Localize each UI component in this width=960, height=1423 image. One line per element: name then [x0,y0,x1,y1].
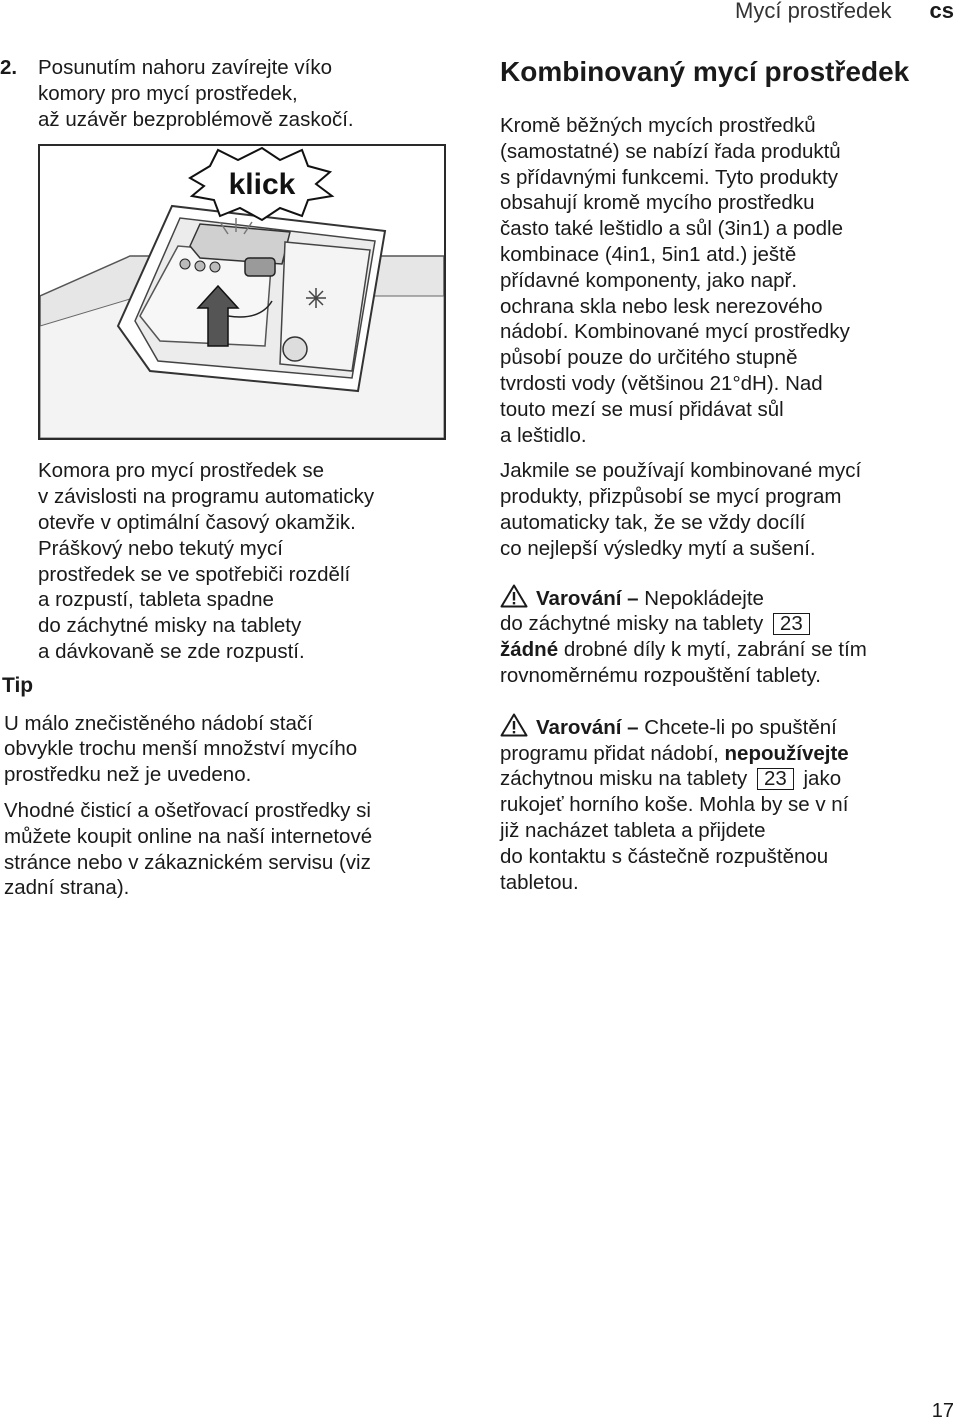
text-line: a rozpustí, tableta spadne [38,588,274,612]
right-column [500,55,960,905]
step-line: komory pro mycí prostředek, [38,81,298,105]
text-line: nádobí. Kombinované mycí prostředky [500,320,850,344]
text-line: působí pouze do určitého stupně [500,346,798,370]
text-line: drobné díly k mytí, zabrání se tím [563,638,867,662]
warning-icon [500,713,528,737]
step-2 [0,55,470,132]
text-line: prostředek se ve spotřebiči rozdělí [38,562,351,586]
text-line: kombinace (4in1, 5in1 atd.) ještě [500,242,797,266]
text-line: Nepokládejte [644,586,764,610]
text-line: Kromě běžných mycích prostředků [500,114,816,137]
left-column [0,55,470,911]
step-text [38,55,354,132]
text-line: přídavné komponenty, jako např. [500,268,798,292]
text-line: v závislosti na programu automaticky [38,485,375,509]
text-line: ochrana skla nebo lesk nerezového [500,294,823,318]
running-header [735,0,960,24]
section-heading: Kombinovaný mycí prostředek [500,56,910,87]
tip-text [0,711,470,788]
warning-1 [500,584,960,689]
warning-label: Varování – [536,715,639,739]
dispenser-drawing [40,146,444,438]
text-line: tabletou. [500,870,579,894]
step-line: až uzávěr bezproblémově zaskočí. [38,107,354,131]
emphasis: žádné [500,638,559,662]
warning-2 [500,713,960,896]
combined-detergent-text [500,113,960,448]
klick-label: klick [228,168,296,202]
text-line: Práškový nebo tekutý mycí [38,536,283,560]
text-line: produkty, přizpůsobí se mycí program [500,485,842,509]
text-line: s přídavnými funkcemi. Tyto produkty [500,165,839,189]
shop-text [0,798,470,901]
text-line: U málo znečistěného nádobí stačí [4,711,313,735]
text-line: již nacházet tableta a přijdete [500,818,766,842]
text-line: a dávkovaně se zde rozpustí. [38,639,305,663]
text-line: prostředku než je uvedeno. [4,763,252,787]
text-line: rukojeť horního koše. Mohla by se v ní [500,793,849,817]
warning-icon [500,584,528,608]
dispenser-description [0,458,470,664]
auto-program-text [500,458,960,561]
text-line: jako [803,767,842,791]
text-line: Chcete-li po spuštění [644,715,837,739]
text-line: do záchytné misky na tablety [500,612,764,636]
text-line: rovnoměrnému rozpouštění tablety. [500,663,821,687]
text-line: zadní strana). [4,876,130,900]
language-code: cs [929,0,954,23]
section-title: Mycí prostředek [735,0,892,23]
step-line: Posunutím nahoru zavírejte víko [38,56,332,79]
page-number: 17 [931,1400,954,1422]
text-line: obvykle trochu menší množství mycího [4,737,358,761]
reference-number: 23 [757,768,794,790]
warning-label: Varování – [536,586,639,610]
text-line: otevře v optimální časový okamžik. [38,510,356,534]
text-line: touto mezí se musí přidávat sůl [500,397,784,421]
text-line: programu přidat nádobí, [500,741,719,765]
text-line: obsahují kromě mycího prostředku [500,191,815,215]
text-line: Vhodné čisticí a ošetřovací prostředky si [4,798,371,822]
step-number: 2. [0,56,18,79]
detergent-dispenser-illustration [38,144,446,440]
text-line: Komora pro mycí prostředek se [38,459,324,483]
reference-number: 23 [773,613,810,635]
text-line: automaticky tak, že se vždy docílí [500,510,806,534]
text-line: můžete koupit online na naší internetové [4,824,373,848]
text-line: často také leštidlo a sůl (3in1) a podle [500,217,844,241]
text-line: záchytnou misku na tablety [500,767,748,791]
text-line: a leštidlo. [500,423,587,447]
text-line: stránce nebo v zákaznickém servisu (viz [4,850,371,874]
text-line: (samostatné) se nabízí řada produktů [500,139,841,163]
text-line: Jakmile se používají kombinované mycí [500,459,862,483]
tip-heading: Tip [2,673,34,697]
text-line: tvrdosti vody (většinou 21°dH). Nad [500,371,823,395]
text-line: co nejlepší výsledky mytí a sušení. [500,536,816,560]
text-line: do záchytné misky na tablety [38,614,302,638]
text-line: do kontaktu s částečně rozpuštěnou [500,844,829,868]
emphasis: nepoužívejte [724,741,849,765]
